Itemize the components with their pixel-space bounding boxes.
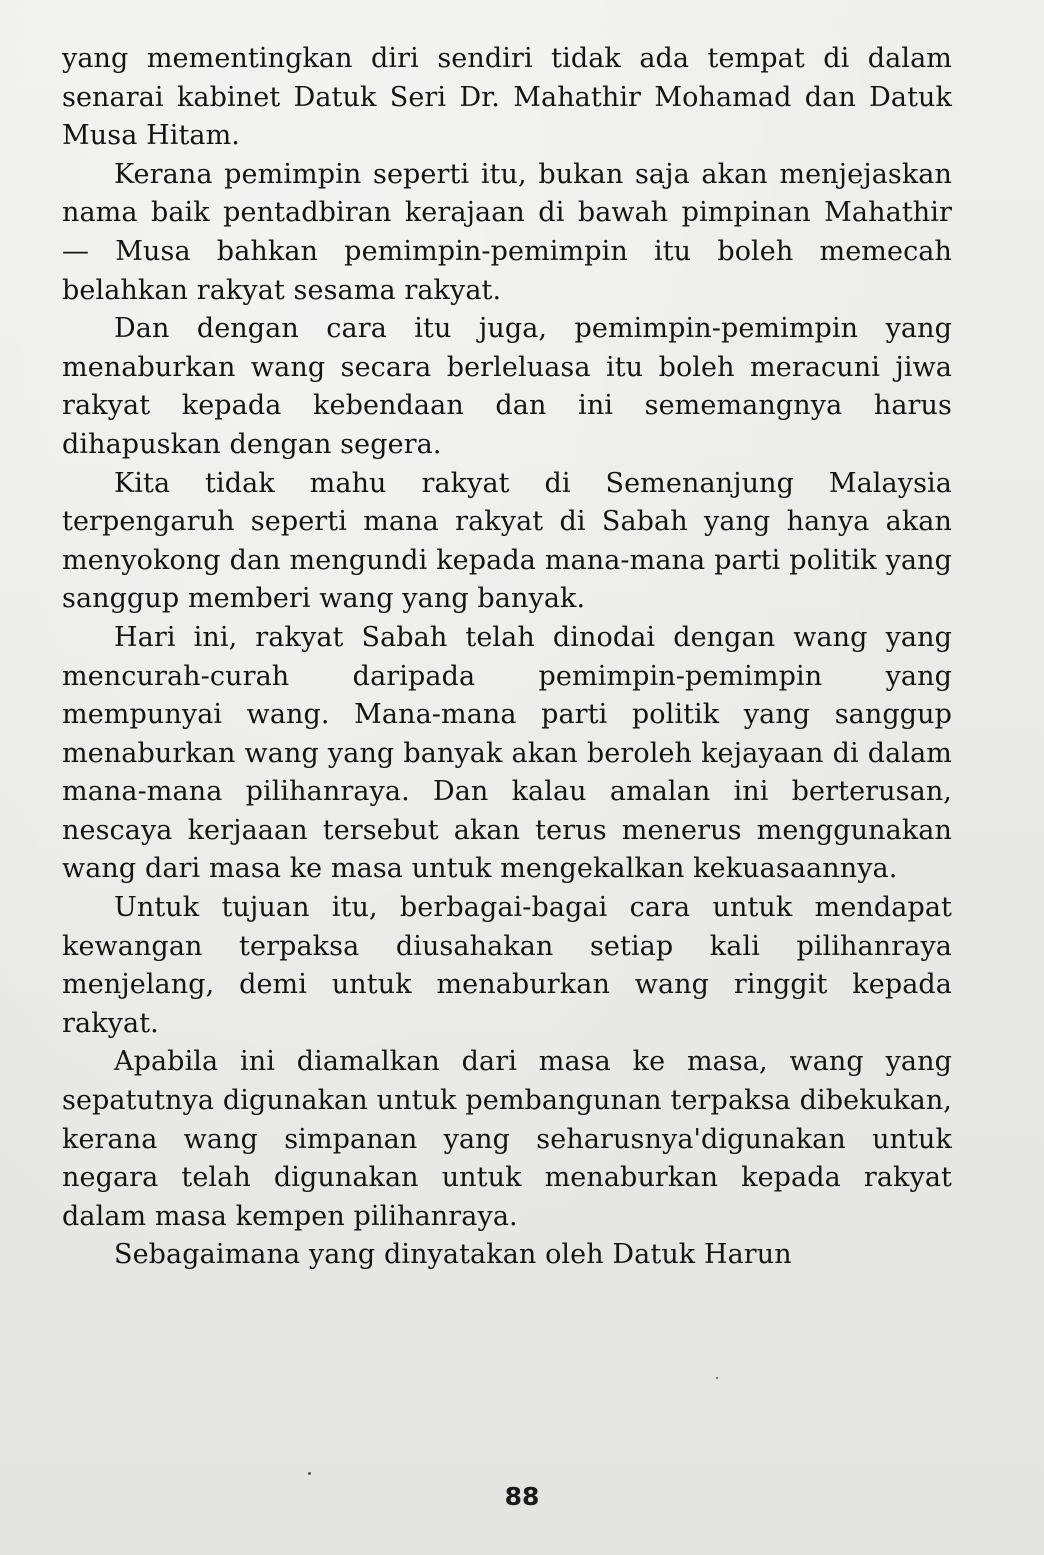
paragraph: Kerana pemimpin seperti itu, bukan saja akan menjejaskan nama baik pentadbiran kerajaan di bawah pimpinan Mahathir — Musa bahkan pemimpin-pemimpin itu boleh memecah belahkan rakyat sesama rakyat. (62, 158, 952, 306)
paragraph: Kita tidak mahu rakyat di Semenanjung Malaysia terpengaruh seperti mana rakyat di Sabah yang hanya akan menyokong dan mengundi kepada mana-mana parti politik yang sanggup memberi wang yang banyak. (62, 467, 952, 615)
paragraph: Hari ini, rakyat Sabah telah dinodai dengan wang yang mencurah-curah daripada pemimpin-pemimpin yang mempunyai wang. Mana-mana parti politik yang sanggup menaburkan wang yang banyak akan beroleh kejayaan di dalam mana-mana pilihanraya. Dan kalau amalan ini berterusan, nescaya kerjaaan tersebut akan terus menerus menggunakan wang dari masa ke masa untuk mengekalkan kekuasaannya. (62, 621, 952, 885)
paragraph: Apabila ini diamalkan dari masa ke masa, wang yang sepatutnya digunakan untuk pembangunan terpaksa dibekukan, kerana wang simpanan yang seharusnya'digunakan untuk negara telah digunakan untuk menaburkan kepada rakyat dalam masa kempen pilihanraya. (62, 1046, 952, 1232)
body-text (62, 40, 952, 1275)
paragraph: Untuk tujuan itu, berbagai-bagai cara untuk mendapat kewangan terpaksa diusahakan setiap kali pilihanraya menjelang, demi untuk menaburkan wang ringgit kepada rakyat. (62, 892, 952, 1039)
dust-speck (716, 1377, 718, 1379)
paragraph: Sebagaimana yang dinyatakan oleh Datuk Harun (114, 1239, 792, 1271)
dust-speck (308, 1472, 311, 1475)
paragraph: yang mementingkan diri sendiri tidak ada tempat di dalam senarai kabinet Datuk Seri Dr. Mahathir Mohamad dan Datuk Musa Hitam. (62, 43, 952, 152)
page-number: 88 (504, 1482, 540, 1511)
paragraph: Dan dengan cara itu juga, pemimpin-pemimpin yang menaburkan wang secara berleluasa itu boleh meracuni jiwa rakyat kepada kebendaan dan ini sememangnya harus dihapuskan dengan segera. (62, 313, 952, 460)
